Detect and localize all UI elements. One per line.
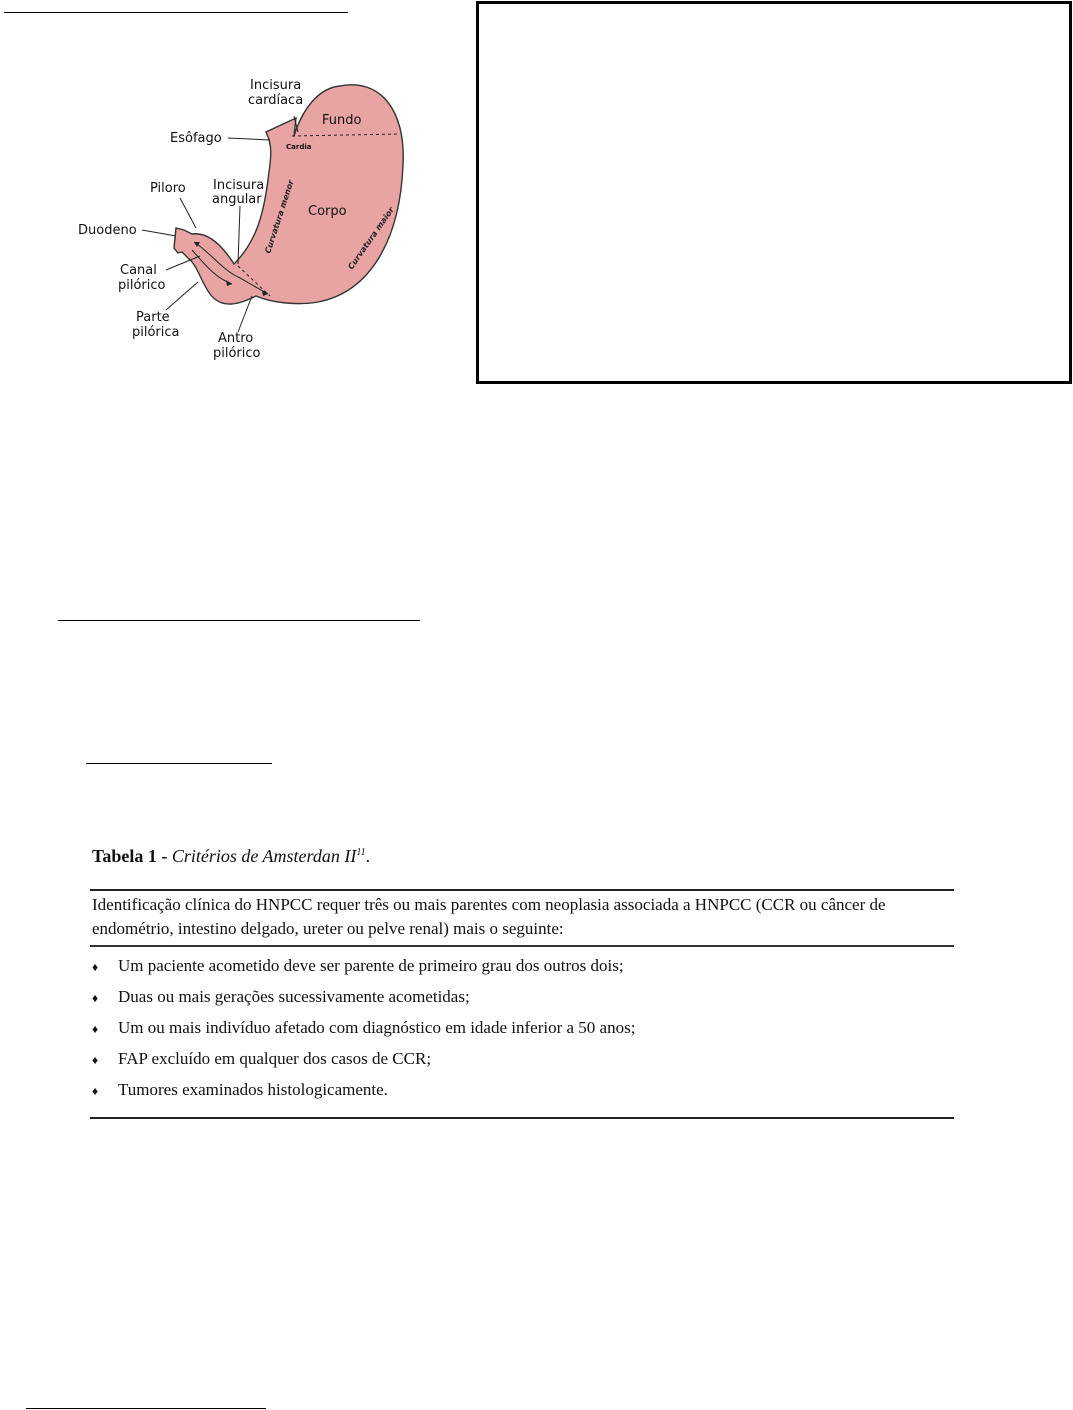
label-canal-pilorico-1: Canal (120, 263, 157, 278)
blank-line-short (86, 763, 272, 764)
blank-line-bottom (26, 1408, 266, 1409)
label-incisura-cardiaca-1: Incisura (250, 78, 302, 93)
stomach-diagram (70, 70, 430, 370)
diamond-bullet-icon: ♦ (92, 1084, 99, 1098)
criteria-list (90, 947, 954, 1117)
label-curvatura-maior: Curvatura maior (346, 205, 396, 272)
diamond-bullet-icon: ♦ (92, 991, 99, 1005)
criteria-item: ♦ FAP excluído em qualquer dos casos de CCR; (92, 1049, 432, 1068)
label-antro-pilorico-2: pilórico (213, 346, 261, 361)
label-canal-pilorico-2: pilórico (118, 278, 166, 293)
label-incisura-angular-2: angular (212, 192, 262, 207)
diamond-bullet-icon: ♦ (92, 1053, 99, 1067)
diamond-bullet-icon: ♦ (92, 1022, 99, 1036)
label-duodeno: Duodeno (78, 223, 137, 238)
blank-line-middle (58, 620, 420, 621)
amsterdam-criteria-table (90, 846, 954, 1119)
criteria-item: ♦ Um ou mais indivíduo afetado com diagnóstico em idade inferior a 50 anos; (92, 1018, 636, 1037)
table-caption: Tabela 1 - Critérios de Amsterdan II$^{11}$. (92, 846, 371, 866)
label-corpo: Corpo (308, 204, 347, 219)
label-parte-pilorica-2: pilórica (132, 325, 180, 340)
label-fundo: Fundo (322, 113, 362, 128)
label-piloro: Piloro (150, 181, 186, 196)
label-curvatura-menor: Curvatura menor (263, 178, 296, 255)
label-incisura-angular-1: Incisura (213, 178, 265, 193)
table-intro-text: Identificação clínica do HNPCC requer três ou mais parentes com neoplasia associada a HNPCC (CCR ou câncer de endométrio, intestino delgado, ureter ou pelve renal) mais o seguinte: (92, 895, 886, 938)
label-esofago: Esôfago (170, 131, 222, 146)
label-cardia: Cardia (286, 143, 312, 151)
criteria-item: ♦ Um paciente acometido deve ser parente de primeiro grau dos outros dois; (92, 956, 624, 975)
empty-answer-box (476, 1, 1072, 384)
label-parte-pilorica-1: Parte (136, 310, 170, 325)
diamond-bullet-icon: ♦ (92, 960, 99, 974)
blank-line-top (4, 12, 348, 13)
label-antro-pilorico-1: Antro (218, 331, 254, 346)
criteria-item: ♦ Tumores examinados histologicamente. (92, 1080, 388, 1099)
table-bottom-border (90, 1117, 954, 1119)
criteria-item: ♦ Duas ou mais gerações sucessivamente acometidas; (92, 987, 470, 1006)
label-incisura-cardiaca-2: cardíaca (248, 93, 304, 108)
